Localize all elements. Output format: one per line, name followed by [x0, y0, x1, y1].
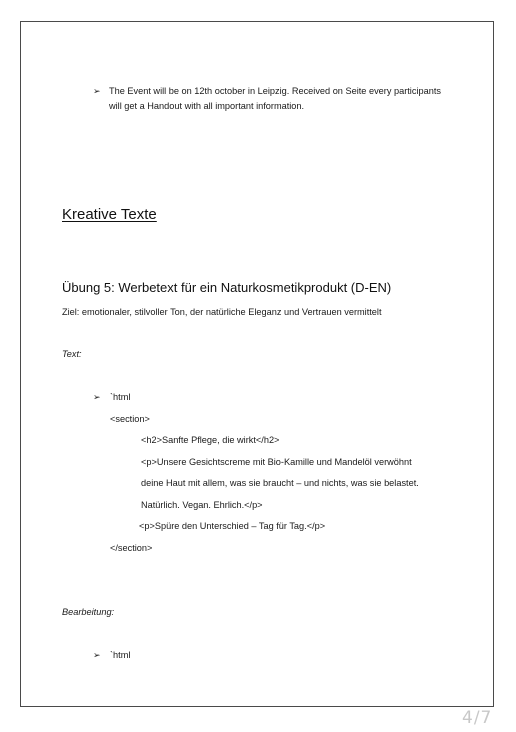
code-line: <p>Unsere Gesichtscreme mit Bio-Kamille und Mandelöl verwöhnt [141, 457, 412, 467]
code-line: Natürlich. Vegan. Ehrlich.</p> [141, 500, 263, 510]
code-bullet-label: `html [110, 392, 131, 402]
event-line-2: will get a Handout with all important information. [109, 101, 305, 111]
event-line-1: The Event will be on 12th october in Leipzig. Received on Seite every participants [109, 86, 441, 96]
bearbeitung-label: Bearbeitung: [62, 607, 115, 617]
text-label: Text: [62, 349, 82, 359]
exercise-title: Übung 5: Werbetext für ein Naturkosmetikprodukt (D-EN) [62, 280, 392, 295]
code-line: </section> [110, 543, 153, 553]
page-number: 4/7 [462, 708, 493, 728]
section-heading: Kreative Texte [62, 206, 157, 223]
code-line: <p>Spüre den Unterschied – Tag für Tag.</p> [139, 521, 326, 531]
arrow-bullet-icon: ➢ [93, 650, 101, 660]
exercise-goal: Ziel: emotionaler, stilvoller Ton, der natürliche Eleganz und Vertrauen vermittelt [62, 307, 382, 317]
page-frame [20, 21, 494, 707]
code-line: <section> [110, 414, 150, 424]
arrow-bullet-icon: ➢ [93, 86, 101, 96]
arrow-bullet-icon: ➢ [93, 392, 101, 402]
bearbeitung-bullet-label: `html [110, 650, 131, 660]
code-line: deine Haut mit allem, was sie braucht – und nichts, was sie belastet. [141, 478, 419, 488]
code-line: <h2>Sanfte Pflege, die wirkt</h2> [141, 435, 280, 445]
